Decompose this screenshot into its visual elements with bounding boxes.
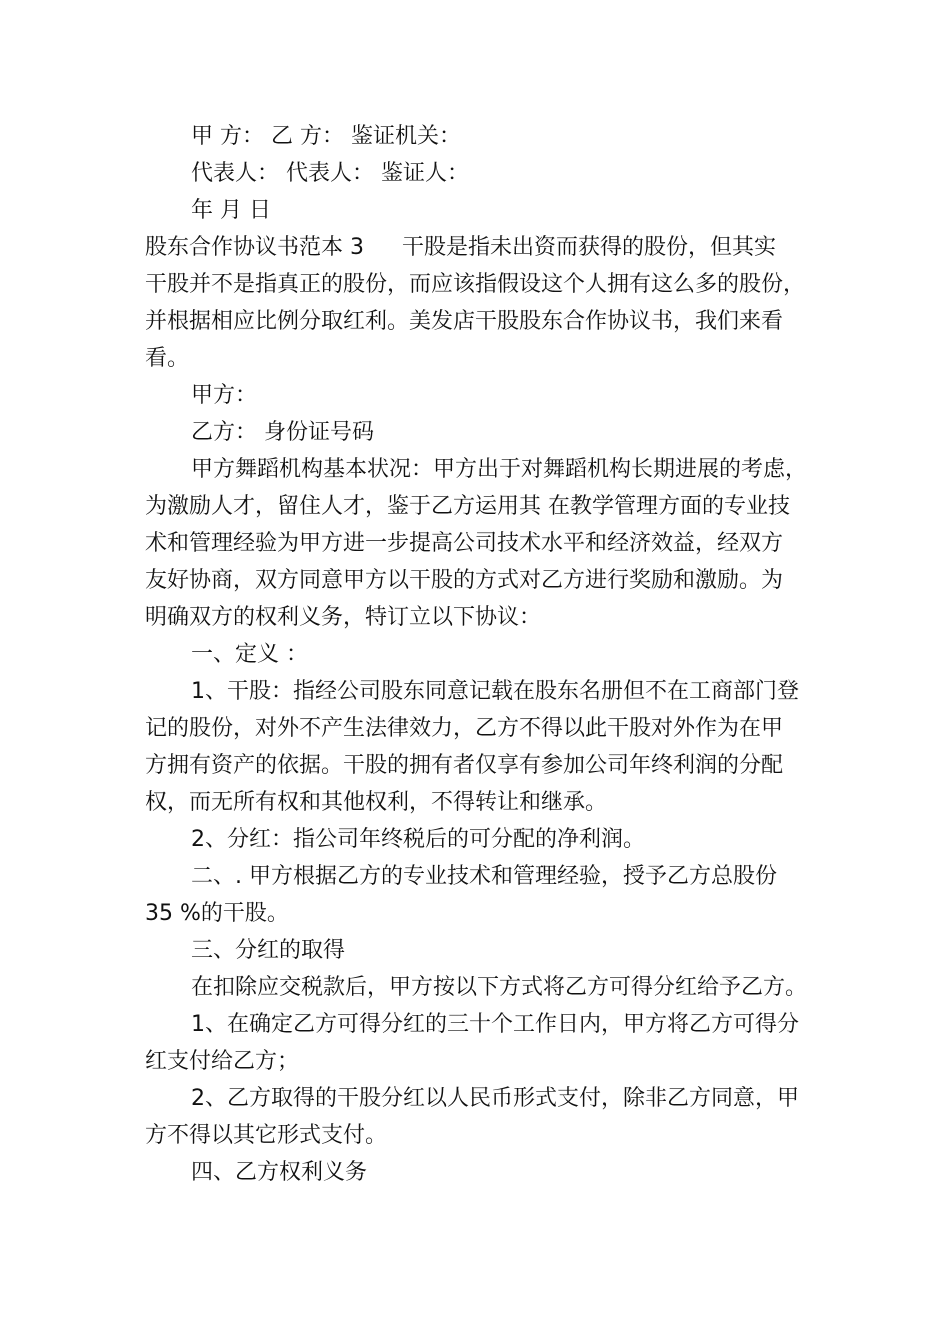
paragraph-line: 明确双方的权利义务，特订立以下协议： (145, 605, 542, 630)
clause-line: 记的股份，对外不产生法律效力，乙方不得以此干股对外作为在甲 (145, 716, 784, 741)
clause-line: 2、乙方取得的干股分红以人民币形式支付，除非乙方同意，甲 (191, 1086, 799, 1111)
clause-line: 在扣除应交税款后，甲方按以下方式将乙方可得分红给予乙方。 (191, 975, 808, 1000)
clause-heading: 二、. 甲方根据乙方的专业技术和管理经验，授予乙方总股份 (191, 864, 777, 889)
paragraph-line: 术和管理经验为甲方进一步提高公司技术水平和经济效益，经双方 (145, 531, 784, 556)
clause-heading: 四、乙方权利义务 (191, 1160, 368, 1185)
clause-heading: 三、分红的取得 (191, 938, 346, 963)
document-body (145, 118, 815, 1191)
clause-line: 红支付给乙方； (145, 1049, 300, 1074)
clause-line: 权，而无所有权和其他权利，不得转让和继承。 (145, 790, 608, 815)
party-b-line: 乙方： 身份证号码 (191, 420, 374, 445)
paragraph-line: 为激励人才，留住人才，鉴于乙方运用其 在教学管理方面的专业技 (145, 494, 790, 519)
clause-heading: 一、定义 ： (191, 642, 308, 667)
clause-line: 35 %的干股。 (145, 901, 289, 926)
clause-line: 1、干股：指经公司股东同意记载在股东名册但不在工商部门登 (191, 679, 799, 704)
signature-line-date: 年 月 日 (191, 198, 271, 223)
clause-line: 方拥有资产的依据。干股的拥有者仅享有参加公司年终利润的分配 (145, 753, 784, 778)
party-a-line: 甲方： (191, 383, 258, 408)
clause-line: 方不得以其它形式支付。 (145, 1123, 388, 1148)
paragraph-line: 甲方舞蹈机构基本状况：甲方出于对舞蹈机构长期进展的考虑， (191, 457, 808, 482)
clause-line: 1、在确定乙方可得分红的三十个工作日内，甲方将乙方可得分 (191, 1012, 799, 1037)
paragraph-line: 并根据相应比例分取红利。美发店干股股东合作协议书，我们来看 (145, 309, 784, 334)
paragraph-text: 干股是指未出资而获得的股份，但其实 (402, 235, 777, 260)
section-title-line (145, 229, 815, 266)
section-title: 股东合作协议书范本 3 (145, 235, 364, 260)
paragraph-line: 干股并不是指真正的股份，而应该指假设这个人拥有这么多的股份， (145, 272, 806, 297)
paragraph-line: 友好协商，双方同意甲方以干股的方式对乙方进行奖励和激励。为 (145, 568, 784, 593)
paragraph-line: 看。 (145, 346, 190, 371)
signature-line-parties: 甲 方： 乙 方： 鉴证机关： (191, 124, 461, 149)
clause-line: 2、分红：指公司年终税后的可分配的净利润。 (191, 827, 645, 852)
signature-line-representatives: 代表人： 代表人： 鉴证人： (191, 161, 469, 186)
